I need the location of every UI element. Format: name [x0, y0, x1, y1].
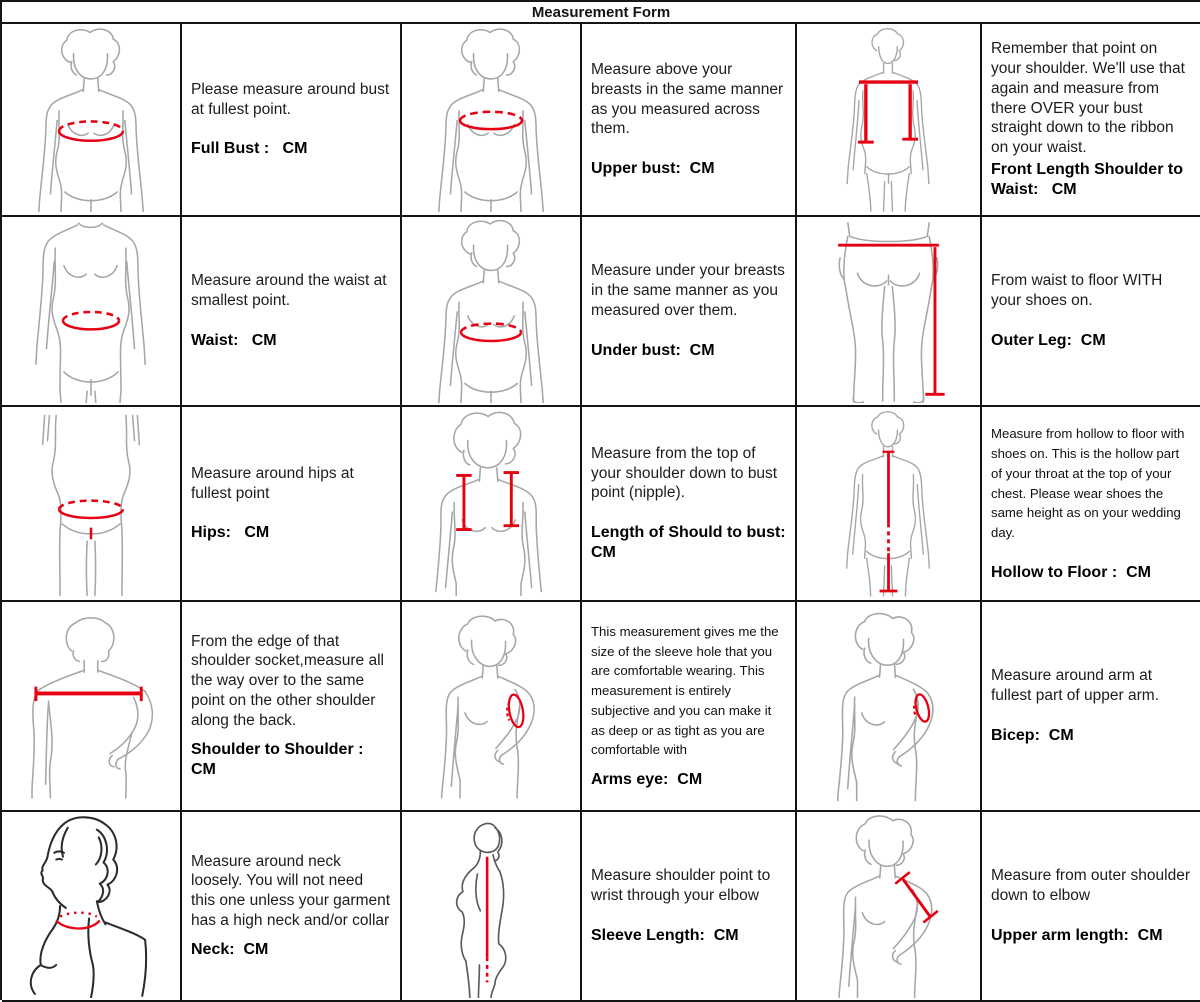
bicep-description: Measure around arm at fullest part of upper arm. — [991, 667, 1159, 704]
neck-figure-icon — [4, 814, 178, 998]
upper-arm-length-figure — [797, 812, 982, 1002]
front-length-shoulder-to-waist-figure-icon — [799, 26, 978, 213]
page-title: Measurement Form — [2, 2, 1200, 24]
upper-arm-length-figure-icon — [799, 814, 978, 998]
neck-figure — [2, 812, 182, 1002]
hips-figure — [2, 407, 182, 602]
full-bust-description: Please measure around bust at fullest point. — [191, 80, 394, 118]
shoulder-to-shoulder-figure — [2, 602, 182, 812]
outer-leg-description: From waist to floor WITH your shoes on. — [991, 272, 1167, 309]
shoulder-to-bust-figure-icon — [404, 409, 578, 598]
front-length-description: Remember that point on your shoulder. We'll use that again and measure from there OVER your bust straight down to the ribbon on your waist. — [991, 40, 1190, 156]
upper-bust-figure-icon — [404, 26, 578, 213]
full-bust-cell — [182, 24, 402, 217]
outer-leg-label: Outer Leg: CM — [991, 331, 1106, 349]
bicep-label: Bicep: CM — [991, 726, 1074, 744]
arms-eye-figure — [402, 602, 582, 812]
upper-arm-length-description: Measure from outer shoulder down to elbow — [991, 867, 1195, 904]
outer-leg-figure — [797, 217, 982, 407]
hips-label: Hips: CM — [191, 524, 270, 542]
bicep-figure — [797, 602, 982, 812]
bicep-cell — [982, 602, 1200, 812]
sleeve-length-cell — [582, 812, 797, 1002]
upper-bust-label: Upper bust: CM — [591, 159, 715, 177]
shoulder-to-bust-cell — [582, 407, 797, 602]
full-bust-figure-icon — [4, 26, 178, 213]
shoulder-to-shoulder-description: From the edge of that shoulder socket,measure all the way over to the same point on the other shoulder along the back. — [191, 632, 389, 729]
outer-leg-figure-icon — [799, 219, 978, 403]
hollow-to-floor-figure-icon — [799, 409, 978, 598]
under-bust-cell — [582, 217, 797, 407]
front-length-label: Front Length Shoulder to Waist: CM — [991, 160, 1188, 198]
upper-bust-description: Measure above your breasts in the same manner as you measured across them. — [591, 61, 788, 138]
under-bust-description: Measure under your breasts in the same manner as you measured over them. — [591, 262, 790, 319]
upper-bust-figure — [402, 24, 582, 217]
outer-leg-cell — [982, 217, 1200, 407]
bicep-figure-icon — [799, 604, 978, 808]
sleeve-length-label: Sleeve Length: CM — [591, 926, 739, 944]
hollow-to-floor-label: Hollow to Floor : CM — [991, 563, 1151, 581]
under-bust-figure — [402, 217, 582, 407]
front-length-figure — [797, 24, 982, 217]
hollow-to-floor-figure — [797, 407, 982, 602]
hips-description: Measure around hips at fullest point — [191, 464, 359, 502]
upper-arm-length-cell — [982, 812, 1200, 1002]
front-length-cell — [982, 24, 1200, 217]
upper-arm-length-label: Upper arm length: CM — [991, 926, 1163, 944]
hollow-to-floor-cell — [982, 407, 1200, 602]
neck-cell — [182, 812, 402, 1002]
hips-figure-icon — [4, 409, 178, 598]
full-bust-figure — [2, 24, 182, 217]
waist-cell — [182, 217, 402, 407]
hips-cell — [182, 407, 402, 602]
arms-eye-figure-icon — [404, 604, 578, 808]
under-bust-figure-icon — [404, 219, 578, 403]
hollow-to-floor-description: Measure from hollow to floor with shoes on. This is the hollow part of your throat at the top of your chest. Please wear shoes the same height as on your wedding day. — [991, 426, 1189, 541]
sleeve-length-figure — [402, 812, 582, 1002]
arms-eye-label: Arms eye: CM — [591, 771, 703, 789]
full-bust-label: Full Bust : CM — [191, 140, 308, 158]
waist-label: Waist: CM — [191, 331, 277, 349]
upper-bust-cell — [582, 24, 797, 217]
shoulder-to-shoulder-label: Shoulder to Shoulder : CM — [191, 741, 368, 779]
shoulder-to-bust-label: Length of Should to bust: CM — [591, 524, 795, 561]
neck-description: Measure around neck loosely. You will not need this one unless your garment has a high neck and/or collar — [191, 852, 395, 929]
shoulder-to-shoulder-cell — [182, 602, 402, 812]
sleeve-length-description: Measure shoulder point to wrist through your elbow — [591, 867, 775, 904]
neck-label: Neck: CM — [191, 941, 269, 959]
waist-description: Measure around the waist at smallest point. — [191, 272, 391, 309]
arms-eye-cell — [582, 602, 797, 812]
sleeve-length-figure-icon — [404, 814, 578, 998]
shoulder-to-shoulder-figure-icon — [4, 604, 178, 808]
shoulder-to-bust-description: Measure from the top of your shoulder down to bust point (nipple). — [591, 444, 782, 502]
arms-eye-description: This measurement gives me the size of the sleeve hole that you are comfortable wearing. This measurement is entirely subjective and you can make it as deep or as tight as you are comfortable with — [591, 623, 783, 758]
under-bust-label: Under bust: CM — [591, 341, 715, 359]
waist-figure-icon — [4, 219, 178, 403]
waist-figure — [2, 217, 182, 407]
shoulder-to-bust-figure — [402, 407, 582, 602]
